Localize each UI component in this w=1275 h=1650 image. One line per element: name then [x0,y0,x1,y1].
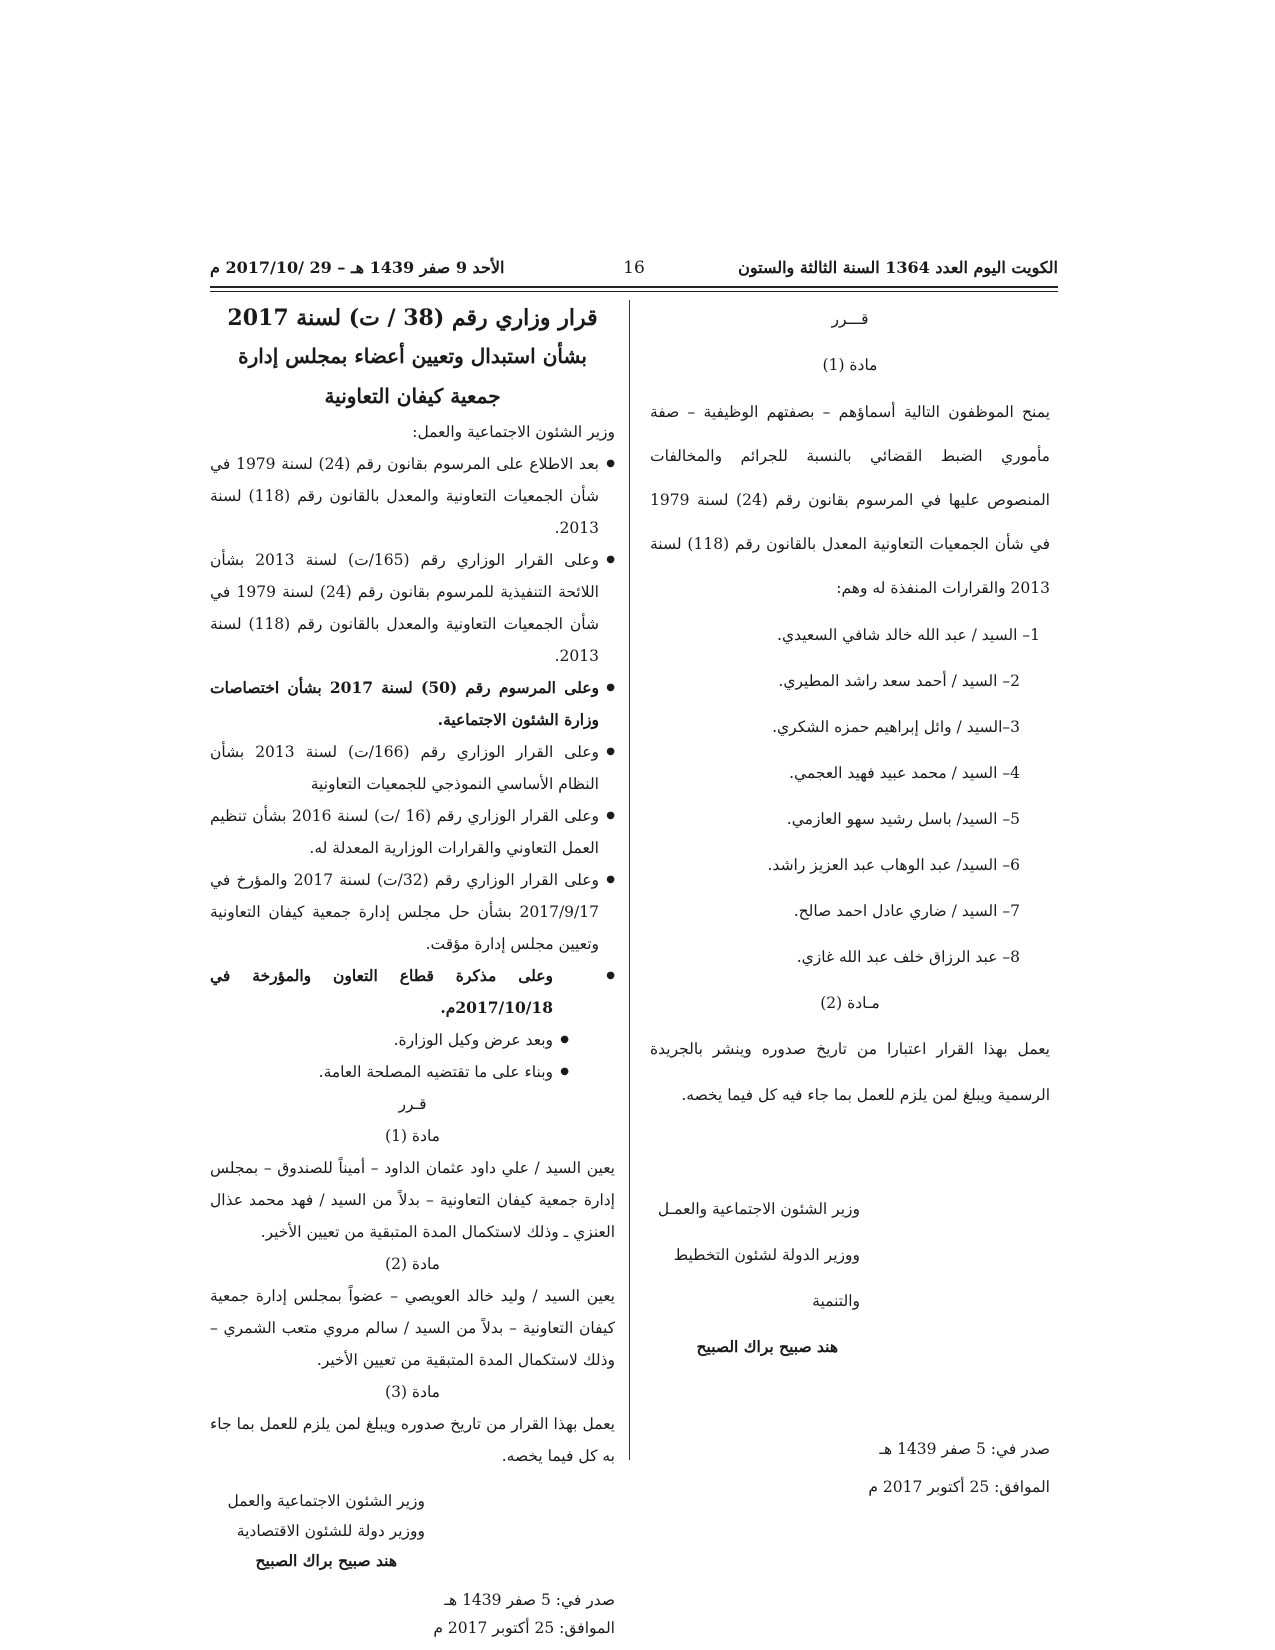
list-item: ● بعد الاطلاع على المرسوم بقانون رقم (24) لسنة 1979 في شأن الجمعيات التعاونية والمعدل بالقانون رقم (118) لسنة 2013. [210,448,615,544]
issue-date-block [650,1430,1050,1506]
left-column [210,300,615,1642]
list-item: ● وعلى القرار الوزاري رقم (165/ت) لسنة 2013 بشأن اللائحة التنفيذية للمرسوم بقانون رقم (24) لسنة 1979 في شأن الجمعيات التعاونية والمعدل بالقانون رقم (118) لسنة 2013. [210,544,615,672]
list-item: 6– السيد/ عبد الوهاب عبد العزيز راشد. [767,856,1020,874]
list-item: ● وعلى القرار الوزاري رقم (166/ت) لسنة 2013 بشأن النظام الأساسي النموذجي للجمعيات التعاونية [210,736,615,800]
list-item: 7– السيد / ضاري عادل احمد صالح. [793,902,1020,920]
list-item: 1– السيد / عبد الله خالد شافي السعيدي. [777,626,1040,644]
page-number: 16 [623,258,645,278]
header-rule-thin [210,291,1058,292]
issued-gregorian: الموافق: 25 أكتوبر 2017 م [868,1478,1050,1496]
column-divider [629,300,630,1460]
list-item: 2– السيد / أحمد سعد راشد المطيري. [778,672,1020,690]
signature-name: هند صبيح براك الصبيح [255,1551,397,1570]
page-header [210,258,1058,288]
list-item: ● وعلى مذكرة قطاع التعاون والمؤرخة في 2017/10/18م. [210,960,615,1024]
header-issue: الكويت اليوم العدد 1364 السنة الثالثة والستون [738,258,1058,277]
list-item: ● وعلى القرار الوزاري رقم (16 /ت) لسنة 2016 بشأن تنظيم العمل التعاوني والقرارات الوزارية المعدلة له. [210,800,615,864]
names-list [650,612,1050,980]
list-item: ● وعلى القرار الوزاري رقم (32/ت) لسنة 2017 والمؤرخ في 2017/9/17 بشأن حل مجلس إدارة جمعية كيفان التعاونية وتعيين مجلس إدارة مؤقت. [210,864,615,960]
list-item: ● وعلى المرسوم رقم (50) لسنة 2017 بشأن اختصاصات وزارة الشئون الاجتماعية. [210,672,615,736]
article-1-text: يعين السيد / علي داود عثمان الداود – أميناً للصندوق – بمجلس إدارة جمعية كيفان التعاونية – بدلاً من السيد / فهد محمد عذال العنزي ـ وذلك لاستكمال المدة المتبقية من تعيين الأخير. [210,1159,615,1241]
decision-word: قـــرر [831,310,869,328]
header-date: الأحد 9 صفر 1439 هـ – 29 /2017/10 م [210,258,505,277]
signature-block [210,1486,615,1576]
article-3-title: مادة (3) [385,1383,440,1401]
article-2-text: يعمل بهذا القرار اعتبارا من تاريخ صدوره وينشر بالجريدة الرسمية ويبلغ لمن يلزم للعمل بما جاء فيه كل فيما يخصه. [650,1040,1050,1104]
decree-subtitle: بشأن استبدال وتعيين أعضاء بمجلس إدارة [238,344,587,368]
signature-title-2: ووزير دولة للشئون الاقتصادية [236,1522,425,1540]
article-2-title: مادة (2) [385,1255,440,1273]
article-2-title: مـادة (2) [820,994,880,1012]
header-rule [210,286,1058,288]
signature-title-2: ووزير الدولة لشئون التخطيط والتنمية [673,1246,860,1310]
list-item: 3–السيد / وائل إبراهيم حمزه الشكري. [772,718,1020,736]
list-item: 5– السيد/ باسل رشيد سهو العازمي. [786,810,1020,828]
signature-name: هند صبيح براك الصبيح [696,1337,838,1356]
article-1-text: يمنح الموظفون التالية أسماؤهم – بصفتهم الوظيفية – صفة مأموري الضبط القضائي بالنسبة للجرائم والمخالفات المنصوص عليها في المرسوم بقانون رقم (24) لسنة 1979 في شأن الجمعيات التعاونية المعدل بالقانون رقم (118) لسنة 2013 والقرارات المنفذة له وهم: [650,403,1051,597]
right-column [650,300,1050,1506]
signature-title: وزير الشئون الاجتماعية والعمل [227,1492,425,1510]
decree-subtitle-2: جمعية كيفان التعاونية [324,384,501,408]
list-item: ● وبناء على ما تقتضيه المصلحة العامة. [210,1056,569,1088]
signature-block [650,1186,1050,1370]
article-1-title: مادة (1) [385,1127,440,1145]
issued-hijri: صدر في: 5 صفر 1439 هـ [444,1591,615,1609]
article-1-title: مادة (1) [822,356,878,374]
article-3-text: يعمل بهذا القرار من تاريخ صدوره ويبلغ لمن يلزم للعمل بما جاء به كل فيما يخصه. [210,1415,615,1465]
issue-date-block [210,1586,615,1642]
decision-word: قـرر [398,1095,427,1113]
article-2-text: يعين السيد / وليد خالد العويصي – عضواً بمجلس إدارة جمعية كيفان التعاونية – بدلاً من السيد / سالم مروي متعب الشمري – وذلك لاستكمال المدة المتبقية من تعيين الأخير. [210,1287,615,1369]
decree-intro: وزير الشئون الاجتماعية والعمل: [412,423,615,441]
decree-title: قرار وزاري رقم (38 / ت) لسنة 2017 [227,305,598,331]
list-item: 4– السيد / محمد عبيد فهيد العجمي. [789,764,1020,782]
issued-gregorian: الموافق: 25 أكتوبر 2017 م [433,1619,615,1637]
issued-hijri: صدر في: 5 صفر 1439 هـ [879,1440,1050,1458]
list-item: 8– عبد الرزاق خلف عبد الله غازي. [796,948,1020,966]
signature-title: وزير الشئون الاجتماعية والعمـل [657,1200,860,1218]
list-item: ● وبعد عرض وكيل الوزارة. [210,1024,569,1056]
